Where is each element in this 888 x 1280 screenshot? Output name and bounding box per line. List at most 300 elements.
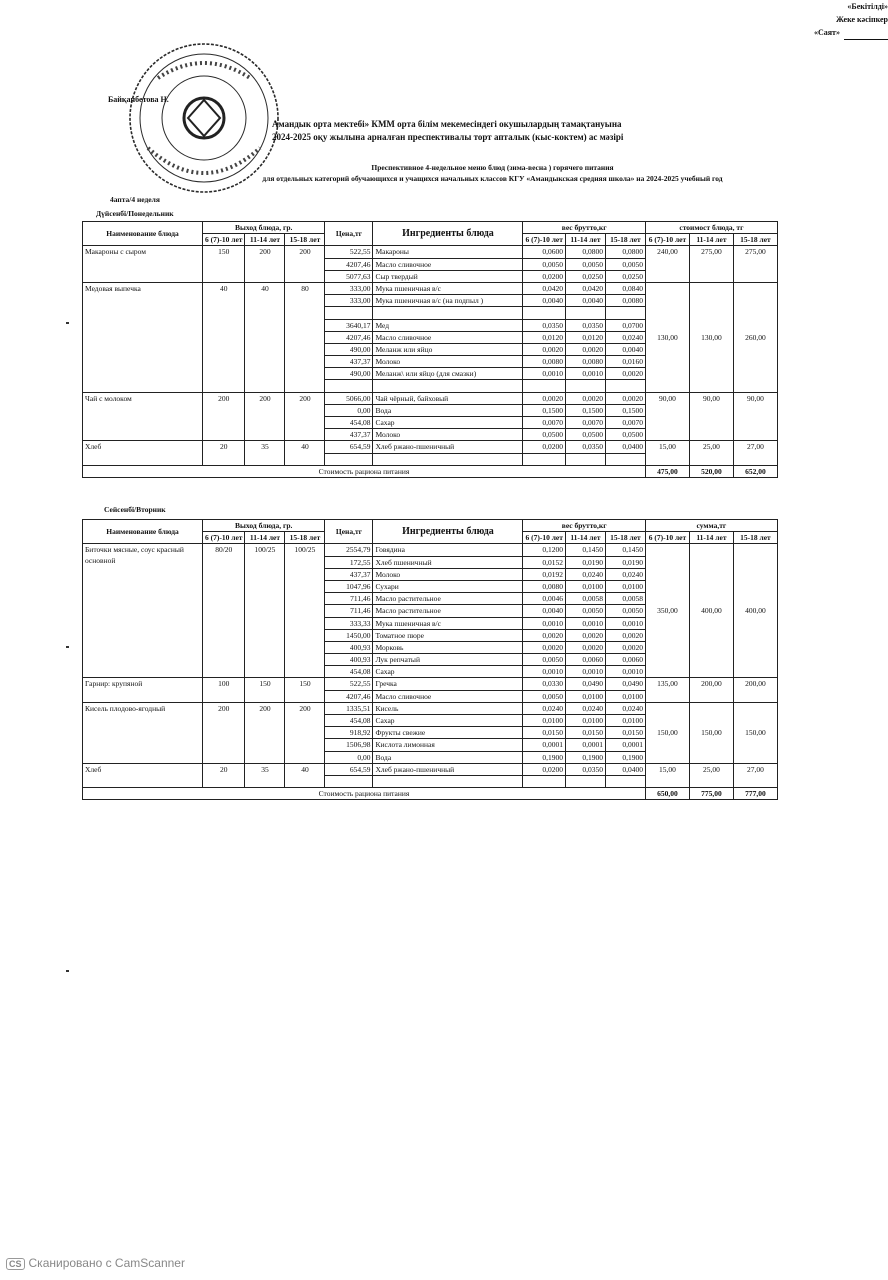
dish-cost: 90,00	[689, 392, 733, 441]
ingredient-price	[325, 307, 373, 319]
ingredient-weight: 0,0100	[565, 715, 605, 727]
ingredient-weight: 0,0050	[523, 690, 565, 702]
age-header-yield: 15-18 лет	[285, 234, 325, 246]
ingredient-weight: 0,0150	[605, 727, 645, 739]
ingredient-weight: 0,0060	[605, 654, 645, 666]
header-row	[83, 520, 778, 532]
dish-cost: 15,00	[645, 441, 689, 465]
ingredient-weight: 0,0010	[605, 666, 645, 678]
ingredient-price: 172,55	[325, 556, 373, 568]
ingredient-price: 437,37	[325, 429, 373, 441]
age-header-cost: 11-14 лет	[689, 532, 733, 544]
ingredient-weight: 0,1500	[523, 404, 565, 416]
ingredient-name: Хлеб ржано-пшеничный	[373, 441, 523, 453]
ingredient-price: 654,59	[325, 441, 373, 453]
title-kz-line-2: 2024-2025 оқу жылына арналған преспективалы торт апталык (кыс-коктем) ас мәзірі	[272, 132, 624, 142]
ingredient-price: 437,37	[325, 356, 373, 368]
ingredient-weight: 0,0050	[565, 258, 605, 270]
ingredient-name: Морковь	[373, 641, 523, 653]
ingredient-weight: 0,0400	[605, 763, 645, 775]
ingredient-price	[325, 380, 373, 392]
signature-line	[844, 26, 888, 40]
title-ru-line-1: Преспективное 4-недельное меню блюд (зима-весна ) горячего питания	[371, 163, 614, 172]
ingredient-price: 0,00	[325, 404, 373, 416]
ingredient-price: 400,93	[325, 641, 373, 653]
dish-yield: 100/25	[285, 544, 325, 678]
age-header-yield: 6 (7)-10 лет	[203, 234, 245, 246]
ingredient-price: 437,37	[325, 568, 373, 580]
ingredient-weight: 0,0240	[565, 568, 605, 580]
ingredient-name: Хлеб пшеничный	[373, 556, 523, 568]
ingredient-weight: 0,1500	[605, 404, 645, 416]
age-header-cost: 6 (7)-10 лет	[645, 532, 689, 544]
total-row	[83, 465, 778, 477]
ingredient-weight: 0,0200	[523, 763, 565, 775]
dish-name: Медовая выпечка	[83, 282, 203, 392]
total-label: Стоимость рациона питания	[83, 465, 646, 477]
ingredient-name: Говядина	[373, 544, 523, 556]
ingredient-name: Молоко	[373, 429, 523, 441]
day-label-monday: Дүйсенбі/Понедельник	[96, 209, 174, 218]
total-label: Стоимость рациона питания	[83, 788, 646, 800]
ingredient-name: Гречка	[373, 678, 523, 690]
age-header-weight: 6 (7)-10 лет	[523, 234, 565, 246]
ingredient-name: Масло сливочное	[373, 690, 523, 702]
dish-name: Кисель плодово-ягодный	[83, 702, 203, 763]
age-header-weight: 6 (7)-10 лет	[523, 532, 565, 544]
ingredient-weight: 0,0080	[523, 356, 565, 368]
ingredient-weight: 0,0020	[605, 392, 645, 404]
ingredient-weight: 0,0350	[565, 319, 605, 331]
dish-cost: 260,00	[733, 282, 777, 392]
dish-yield: 200	[285, 246, 325, 283]
ingredient-name	[373, 380, 523, 392]
ingredient-price: 400,93	[325, 654, 373, 666]
dish-cost: 130,00	[645, 282, 689, 392]
ingredient-weight: 0,1200	[523, 544, 565, 556]
ingredient-name: Вода	[373, 404, 523, 416]
scan-speck	[66, 322, 69, 324]
dish-name: Хлеб	[83, 441, 203, 465]
title-kz	[272, 118, 623, 144]
ingredient-price: 5077,63	[325, 270, 373, 282]
dish-yield: 200	[245, 392, 285, 441]
ingredient-weight: 0,0500	[523, 429, 565, 441]
ingredient-weight	[605, 307, 645, 319]
scan-speck	[66, 646, 69, 648]
ingredient-name: Макароны	[373, 246, 523, 258]
ingredient-name: Сахар	[373, 417, 523, 429]
ingredient-weight: 0,0070	[523, 417, 565, 429]
ingredient-weight	[605, 380, 645, 392]
ingredient-weight: 0,0840	[605, 282, 645, 294]
ingredient-name: Масло сливочное	[373, 258, 523, 270]
age-header-yield: 11-14 лет	[245, 234, 285, 246]
ingredient-weight: 0,0240	[605, 331, 645, 343]
total-value: 652,00	[733, 465, 777, 477]
ingredient-price: 1335,51	[325, 702, 373, 714]
ingredient-name: Молоко	[373, 568, 523, 580]
dish-cost: 150,00	[689, 702, 733, 763]
table-row	[83, 702, 778, 714]
dish-cost: 90,00	[645, 392, 689, 441]
ingredient-weight	[565, 775, 605, 787]
ingredient-price: 0,00	[325, 751, 373, 763]
scanner-text: Сканировано с CamScanner	[28, 1256, 185, 1270]
age-header-yield: 6 (7)-10 лет	[203, 532, 245, 544]
title-kz-line-1: Амандык орта мектебі» КММ орта білім мекемесіндегі окушылардың тамақтануына	[272, 119, 622, 129]
col-header-cost: стоимост блюда, тг	[645, 222, 777, 234]
ingredient-weight: 0,0490	[565, 678, 605, 690]
col-header-weight: вес брутто,кг	[523, 222, 645, 234]
title-ru-line-2: для отдельных категорий обучающихся и учащихся начальных классов КГУ «Амандыкская средняя школа» на 2024-2025 учебный год	[262, 174, 723, 183]
ingredient-weight: 0,0070	[565, 417, 605, 429]
dish-cost: 135,00	[645, 678, 689, 702]
ingredient-price: 454,08	[325, 666, 373, 678]
ingredient-weight: 0,0050	[523, 258, 565, 270]
dish-yield: 20	[203, 763, 245, 787]
ingredient-weight: 0,0192	[523, 568, 565, 580]
dish-yield: 100	[203, 678, 245, 702]
ingredient-name: Масло растительное	[373, 605, 523, 617]
ingredient-weight: 0,0020	[565, 392, 605, 404]
table-row	[83, 544, 778, 556]
ingredient-weight: 0,0800	[565, 246, 605, 258]
dish-yield: 35	[245, 763, 285, 787]
ingredient-price: 333,00	[325, 282, 373, 294]
signer-label: «Саят»	[813, 28, 840, 37]
ingredient-price: 333,00	[325, 295, 373, 307]
ingredient-name: Сухари	[373, 580, 523, 592]
ingredient-price: 522,55	[325, 246, 373, 258]
ingredient-name: Сахар	[373, 666, 523, 678]
ingredient-weight: 0,0080	[605, 295, 645, 307]
ingredient-name: Вода	[373, 751, 523, 763]
ingredient-weight	[565, 307, 605, 319]
table-row	[83, 763, 778, 775]
col-header-yield: Выход блюда, гр.	[203, 222, 325, 234]
ingredient-weight: 0,0600	[523, 246, 565, 258]
ingredient-weight: 0,0330	[523, 678, 565, 690]
ingredient-price: 333,33	[325, 617, 373, 629]
table-row	[83, 246, 778, 258]
ingredient-weight: 0,0240	[605, 568, 645, 580]
table-row	[83, 282, 778, 294]
ingredient-weight: 0,0001	[523, 739, 565, 751]
ingredient-weight: 0,0100	[523, 715, 565, 727]
age-header-yield: 11-14 лет	[245, 532, 285, 544]
ingredient-weight: 0,0080	[565, 356, 605, 368]
age-header-cost: 11-14 лет	[689, 234, 733, 246]
ingredient-name: Масло растительное	[373, 593, 523, 605]
dish-name: Хлеб	[83, 763, 203, 787]
ingredient-weight: 0,0240	[605, 702, 645, 714]
ingredient-weight: 0,0058	[565, 593, 605, 605]
ingredient-weight: 0,1450	[605, 544, 645, 556]
dish-cost: 130,00	[689, 282, 733, 392]
ingredient-weight: 0,0120	[565, 331, 605, 343]
dish-yield: 40	[245, 282, 285, 392]
col-header-price: Цена,тг	[325, 520, 373, 544]
ingredient-weight: 0,0190	[605, 556, 645, 568]
dish-cost: 25,00	[689, 441, 733, 465]
ingredient-weight: 0,1450	[565, 544, 605, 556]
ingredient-weight: 0,0700	[605, 319, 645, 331]
col-header-weight: вес брутто,кг	[523, 520, 645, 532]
director-signature: Байқанбетова Н.	[108, 95, 169, 104]
ingredient-price: 711,46	[325, 605, 373, 617]
age-header-weight: 11-14 лет	[565, 234, 605, 246]
ingredient-price: 5066,00	[325, 392, 373, 404]
ingredient-price: 522,55	[325, 678, 373, 690]
ingredient-weight: 0,0250	[605, 270, 645, 282]
dish-cost: 15,00	[645, 763, 689, 787]
dish-cost: 150,00	[733, 702, 777, 763]
ingredient-weight: 0,0010	[523, 666, 565, 678]
ingredient-weight: 0,0500	[565, 429, 605, 441]
ingredient-weight: 0,0070	[605, 417, 645, 429]
ingredient-name: Кисель	[373, 702, 523, 714]
table-row	[83, 678, 778, 690]
ingredient-weight: 0,0040	[605, 343, 645, 355]
ingredient-price: 2554,79	[325, 544, 373, 556]
ingredient-weight: 0,0040	[523, 605, 565, 617]
dish-name: Биточки мясные, соус красный основной	[83, 544, 203, 678]
ingredient-weight: 0,0420	[565, 282, 605, 294]
ingredient-weight: 0,0800	[605, 246, 645, 258]
dish-cost: 200,00	[733, 678, 777, 702]
ingredient-weight: 0,0020	[565, 343, 605, 355]
ingredient-price: 4207,46	[325, 258, 373, 270]
ingredient-weight	[523, 380, 565, 392]
total-row	[83, 788, 778, 800]
dish-yield: 40	[203, 282, 245, 392]
dish-yield: 40	[285, 763, 325, 787]
age-header-cost: 15-18 лет	[733, 234, 777, 246]
ingredient-weight: 0,0020	[565, 641, 605, 653]
ingredient-price: 1047,96	[325, 580, 373, 592]
ingredient-weight: 0,0152	[523, 556, 565, 568]
dish-yield: 200	[245, 702, 285, 763]
ingredient-weight: 0,0160	[605, 356, 645, 368]
col-header-name: Наименование блюда	[83, 222, 203, 246]
dish-cost: 275,00	[689, 246, 733, 283]
ingredient-price: 454,08	[325, 417, 373, 429]
dish-yield: 150	[285, 678, 325, 702]
ingredient-price: 490,00	[325, 368, 373, 380]
ingredient-weight: 0,0350	[523, 319, 565, 331]
ingredient-name: Чай чёрный, байховый	[373, 392, 523, 404]
ingredient-price: 4207,46	[325, 690, 373, 702]
title-ru	[210, 162, 775, 184]
ingredient-name: Томатное пюре	[373, 629, 523, 641]
dish-yield: 100/25	[245, 544, 285, 678]
ingredient-weight: 0,0080	[523, 580, 565, 592]
ingredient-weight: 0,0100	[605, 690, 645, 702]
ingredient-weight	[523, 307, 565, 319]
ingredient-weight: 0,0046	[523, 593, 565, 605]
ingredient-price: 711,46	[325, 593, 373, 605]
dish-yield: 20	[203, 441, 245, 465]
col-header-yield: Выход блюда, гр.	[203, 520, 325, 532]
age-header-yield: 15-18 лет	[285, 532, 325, 544]
ingredient-weight: 0,0010	[565, 617, 605, 629]
ingredient-weight: 0,0001	[565, 739, 605, 751]
ingredient-name	[373, 453, 523, 465]
ingredient-weight: 0,0200	[523, 441, 565, 453]
ingredient-weight: 0,1900	[523, 751, 565, 763]
menu-table-tuesday	[82, 519, 778, 800]
ingredient-weight: 0,0060	[565, 654, 605, 666]
dish-yield: 80	[285, 282, 325, 392]
ingredient-name: Сахар	[373, 715, 523, 727]
dish-cost: 150,00	[645, 702, 689, 763]
ingredient-weight: 0,0050	[605, 605, 645, 617]
table-row	[83, 392, 778, 404]
ingredient-price: 1506,98	[325, 739, 373, 751]
ingredient-weight	[523, 775, 565, 787]
ingredient-weight: 0,0050	[523, 654, 565, 666]
ingredient-weight	[565, 453, 605, 465]
ingredient-weight: 0,0490	[605, 678, 645, 690]
ingredient-weight: 0,0020	[523, 641, 565, 653]
age-header-weight: 11-14 лет	[565, 532, 605, 544]
dish-yield: 40	[285, 441, 325, 465]
ingredient-name: Лук репчатый	[373, 654, 523, 666]
ingredient-name: Мука пшеничная в/с	[373, 617, 523, 629]
entrepreneur-label: Жеке кәсіпкер	[836, 15, 888, 24]
ingredient-weight: 0,0020	[605, 368, 645, 380]
ingredient-price: 4207,46	[325, 331, 373, 343]
ingredient-weight: 0,0240	[565, 702, 605, 714]
ingredient-weight: 0,0010	[523, 368, 565, 380]
ingredient-weight: 0,0150	[565, 727, 605, 739]
ingredient-name	[373, 775, 523, 787]
ingredient-weight: 0,0350	[565, 763, 605, 775]
age-header-weight: 15-18 лет	[605, 234, 645, 246]
total-value: 775,00	[689, 788, 733, 800]
menu-table-monday	[82, 221, 778, 478]
ingredient-weight: 0,0058	[605, 593, 645, 605]
approval-block	[0, 0, 888, 40]
ingredient-weight: 0,0020	[523, 343, 565, 355]
week-label: 4апта/4 неделя	[110, 195, 160, 204]
ingredient-weight: 0,0010	[565, 666, 605, 678]
ingredient-price	[325, 453, 373, 465]
ingredient-price: 918,92	[325, 727, 373, 739]
ingredient-weight: 0,0350	[565, 441, 605, 453]
age-header-cost: 6 (7)-10 лет	[645, 234, 689, 246]
ingredient-name: Меланж\ или яйцо (для смазки)	[373, 368, 523, 380]
ingredient-weight	[605, 453, 645, 465]
ingredient-name: Сыр твердый	[373, 270, 523, 282]
dish-cost: 90,00	[733, 392, 777, 441]
ingredient-weight: 0,0240	[523, 702, 565, 714]
dish-yield: 80/20	[203, 544, 245, 678]
ingredient-weight: 0,0050	[605, 258, 645, 270]
ingredient-weight: 0,0050	[565, 605, 605, 617]
dish-cost: 350,00	[645, 544, 689, 678]
dish-yield: 200	[285, 702, 325, 763]
ingredient-weight: 0,0020	[565, 629, 605, 641]
dish-cost: 27,00	[733, 763, 777, 787]
ingredient-weight: 0,0250	[565, 270, 605, 282]
dish-cost: 25,00	[689, 763, 733, 787]
ingredient-weight: 0,0010	[565, 368, 605, 380]
dish-cost: 27,00	[733, 441, 777, 465]
ingredient-weight: 0,0420	[523, 282, 565, 294]
dish-yield: 200	[203, 702, 245, 763]
ingredient-name: Мука пшеничная в/с	[373, 282, 523, 294]
ingredient-weight: 0,0400	[605, 441, 645, 453]
ingredient-weight: 0,0100	[605, 715, 645, 727]
ingredient-weight: 0,0150	[523, 727, 565, 739]
dish-yield: 200	[245, 246, 285, 283]
ingredient-name	[373, 307, 523, 319]
ingredient-weight: 0,1500	[565, 404, 605, 416]
ingredient-weight	[565, 380, 605, 392]
ingredient-name: Молоко	[373, 356, 523, 368]
ingredient-weight: 0,1900	[565, 751, 605, 763]
ingredient-weight	[605, 775, 645, 787]
ingredient-weight: 0,0010	[523, 617, 565, 629]
dish-cost: 200,00	[689, 678, 733, 702]
dish-name: Макароны с сыром	[83, 246, 203, 283]
dish-name: Гарнир: крупяной	[83, 678, 203, 702]
ingredient-weight: 0,0020	[605, 641, 645, 653]
dish-yield: 35	[245, 441, 285, 465]
dish-yield: 150	[203, 246, 245, 283]
col-header-ingredients: Ингредиенты блюда	[373, 520, 523, 544]
ingredient-name: Кислота лимонная	[373, 739, 523, 751]
ingredient-weight: 0,0040	[523, 295, 565, 307]
age-header-cost: 15-18 лет	[733, 532, 777, 544]
total-value: 475,00	[645, 465, 689, 477]
dish-yield: 150	[245, 678, 285, 702]
col-header-cost: сумма,тг	[645, 520, 777, 532]
ingredient-weight: 0,0010	[605, 617, 645, 629]
ingredient-price: 490,00	[325, 343, 373, 355]
dish-cost: 400,00	[689, 544, 733, 678]
ingredient-price: 3640,17	[325, 319, 373, 331]
table-row	[83, 441, 778, 453]
ingredient-weight: 0,0001	[605, 739, 645, 751]
ingredient-price: 654,59	[325, 763, 373, 775]
dish-yield: 200	[285, 392, 325, 441]
ingredient-weight: 0,0020	[523, 629, 565, 641]
age-header-weight: 15-18 лет	[605, 532, 645, 544]
ingredient-weight: 0,0120	[523, 331, 565, 343]
ingredient-weight: 0,0100	[565, 690, 605, 702]
ingredient-weight: 0,0040	[565, 295, 605, 307]
ingredient-name: Фрукты свежие	[373, 727, 523, 739]
ingredient-weight: 0,0020	[605, 629, 645, 641]
ingredient-price: 454,08	[325, 715, 373, 727]
ingredient-weight: 0,0100	[605, 580, 645, 592]
ingredient-price: 1450,00	[325, 629, 373, 641]
col-header-price: Цена,тг	[325, 222, 373, 246]
ingredient-weight: 0,0100	[565, 580, 605, 592]
ingredient-weight: 0,0020	[523, 392, 565, 404]
total-value: 520,00	[689, 465, 733, 477]
dish-cost: 275,00	[733, 246, 777, 283]
ingredient-name: Меланж или яйцо	[373, 343, 523, 355]
col-header-ingredients: Ингредиенты блюда	[373, 222, 523, 246]
approved-label: «Бекітілді»	[847, 2, 888, 11]
ingredient-weight: 0,0190	[565, 556, 605, 568]
ingredient-weight	[523, 453, 565, 465]
col-header-name: Наименование блюда	[83, 520, 203, 544]
